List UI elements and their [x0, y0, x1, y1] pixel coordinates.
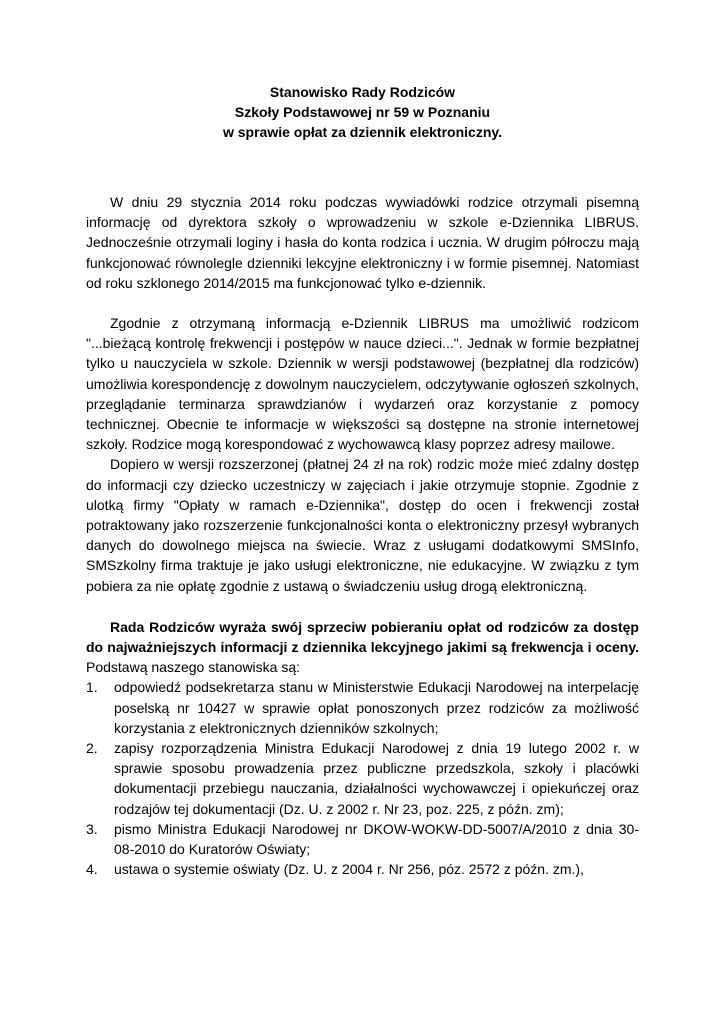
list-item-number: 1. [86, 679, 98, 696]
paragraph-4 [86, 617, 639, 678]
list-item [86, 677, 639, 738]
list-item [86, 859, 639, 879]
title-line-1: Stanowisko Rady Rodziców [269, 84, 456, 100]
list-item-number: 2. [86, 740, 98, 757]
document-title [86, 82, 639, 142]
paragraph-4-bold: Rada Rodziców wyraża swój sprzeciw pobieraniu opłat od rodziców za dostęp do najważniejszych informacji z dziennika lekcyjnego jakimi są frekwencja i oceny. [86, 618, 639, 656]
document-body [86, 192, 639, 880]
basis-list [86, 677, 639, 879]
title-line-2: Szkoły Podstawowej nr 59 w Poznaniu [234, 104, 491, 120]
list-item [86, 738, 639, 819]
list-item-text: ustawa o systemie oświaty (Dz. U. z 2004 r. Nr 256, póz. 2572 z późn. zm.), [114, 861, 584, 878]
list-item-text: zapisy rozporządzenia Ministra Edukacji Narodowej z dnia 19 lutego 2002 r. w sprawie sposobu prowadzenia przez publiczne przedszkola, szkoły i placówki dokumentacji przebiegu nauczania, działalności wychowawczej i opiekuńczej oraz rodzajów tej dokumentacji (Dz. U. z 2002 r. Nr 23, poz. 225, z późn. zm); [114, 740, 639, 817]
list-item [86, 819, 639, 859]
list-item-number: 3. [86, 820, 98, 837]
paragraph-2: Zgodnie z otrzymaną informacją e-Dziennik LIBRUS ma umożliwić rodzicom "...bieżącą kontrolę frekwencji i postępów w nauce dzieci...". Jednak w formie bezpłatnej tylko u nauczyciela w szkole. Dziennik w wersji podstawowej (bezpłatnej dla rodziców) umożliwia korespondencję z dowolnym nauczycielem, odczytywanie ogłoszeń szkolnych, przeglądanie terminarza sprawdzianów i wydarzeń oraz korzystanie z pomocy technicznej. Obecnie te informacje w większości są dostępne na stronie internetowej szkoły. Rodzice mogą korespondować z wychowawcą klasy poprzez adresy mailowe. [86, 315, 639, 453]
list-item-text: odpowiedź podsekretarza stanu w Ministerstwie Edukacji Narodowej na interpelację poselską nr 10427 w sprawie opłat ponoszonych przez rodziców za możliwość korzystania z elektronicznych dzienników szkolnych; [114, 679, 639, 736]
title-line-3: w sprawie opłat za dziennik elektroniczny. [222, 124, 503, 140]
list-item-number: 4. [86, 861, 98, 878]
paragraph-1: W dniu 29 stycznia 2014 roku podczas wywiadówki rodzice otrzymali pisemną informację od dyrektora szkoły o wprowadzeniu w szkole e-Dziennika LIBRUS. Jednocześnie otrzymali loginy i hasła do konta rodzica i ucznia. W drugim półroczu mają funkcjonować równolegle dzienniki lekcyjne elektroniczny i w formie pisemnej. Natomiast od roku szklonego 2014/2015 ma funkcjonować tylko e-dziennik. [86, 194, 639, 291]
paragraph-3: Dopiero w wersji rozszerzonej (płatnej 24 zł na rok) rodzic może mieć zdalny dostęp do informacji czy dziecko uczestniczy w zajęciach i jakie otrzymuje stopnie. Zgodnie z ulotką firmy "Opłaty w ramach e-Dziennika", dostęp do ocen i frekwencji został potraktowany jako rozszerzenie funkcjonalności konta o elektroniczny przesył wybranych danych do dowolnego miejsca na świecie. Wraz z usługami dodatkowymi SMSInfo, SMSzkolny firma traktuje je jako usługi elektroniczne, nie edukacyjne. W związku z tym pobiera za nie opłatę zgodnie z ustawą o świadczeniu usług drogą elektroniczną. [86, 456, 639, 594]
paragraph-4-rest: Podstawą naszego stanowiska są: [86, 659, 301, 676]
list-item-text: pismo Ministra Edukacji Narodowej nr DKOW-WOKW-DD-5007/A/2010 z dnia 30-08-2010 do Kuratorów Oświaty; [114, 820, 639, 858]
